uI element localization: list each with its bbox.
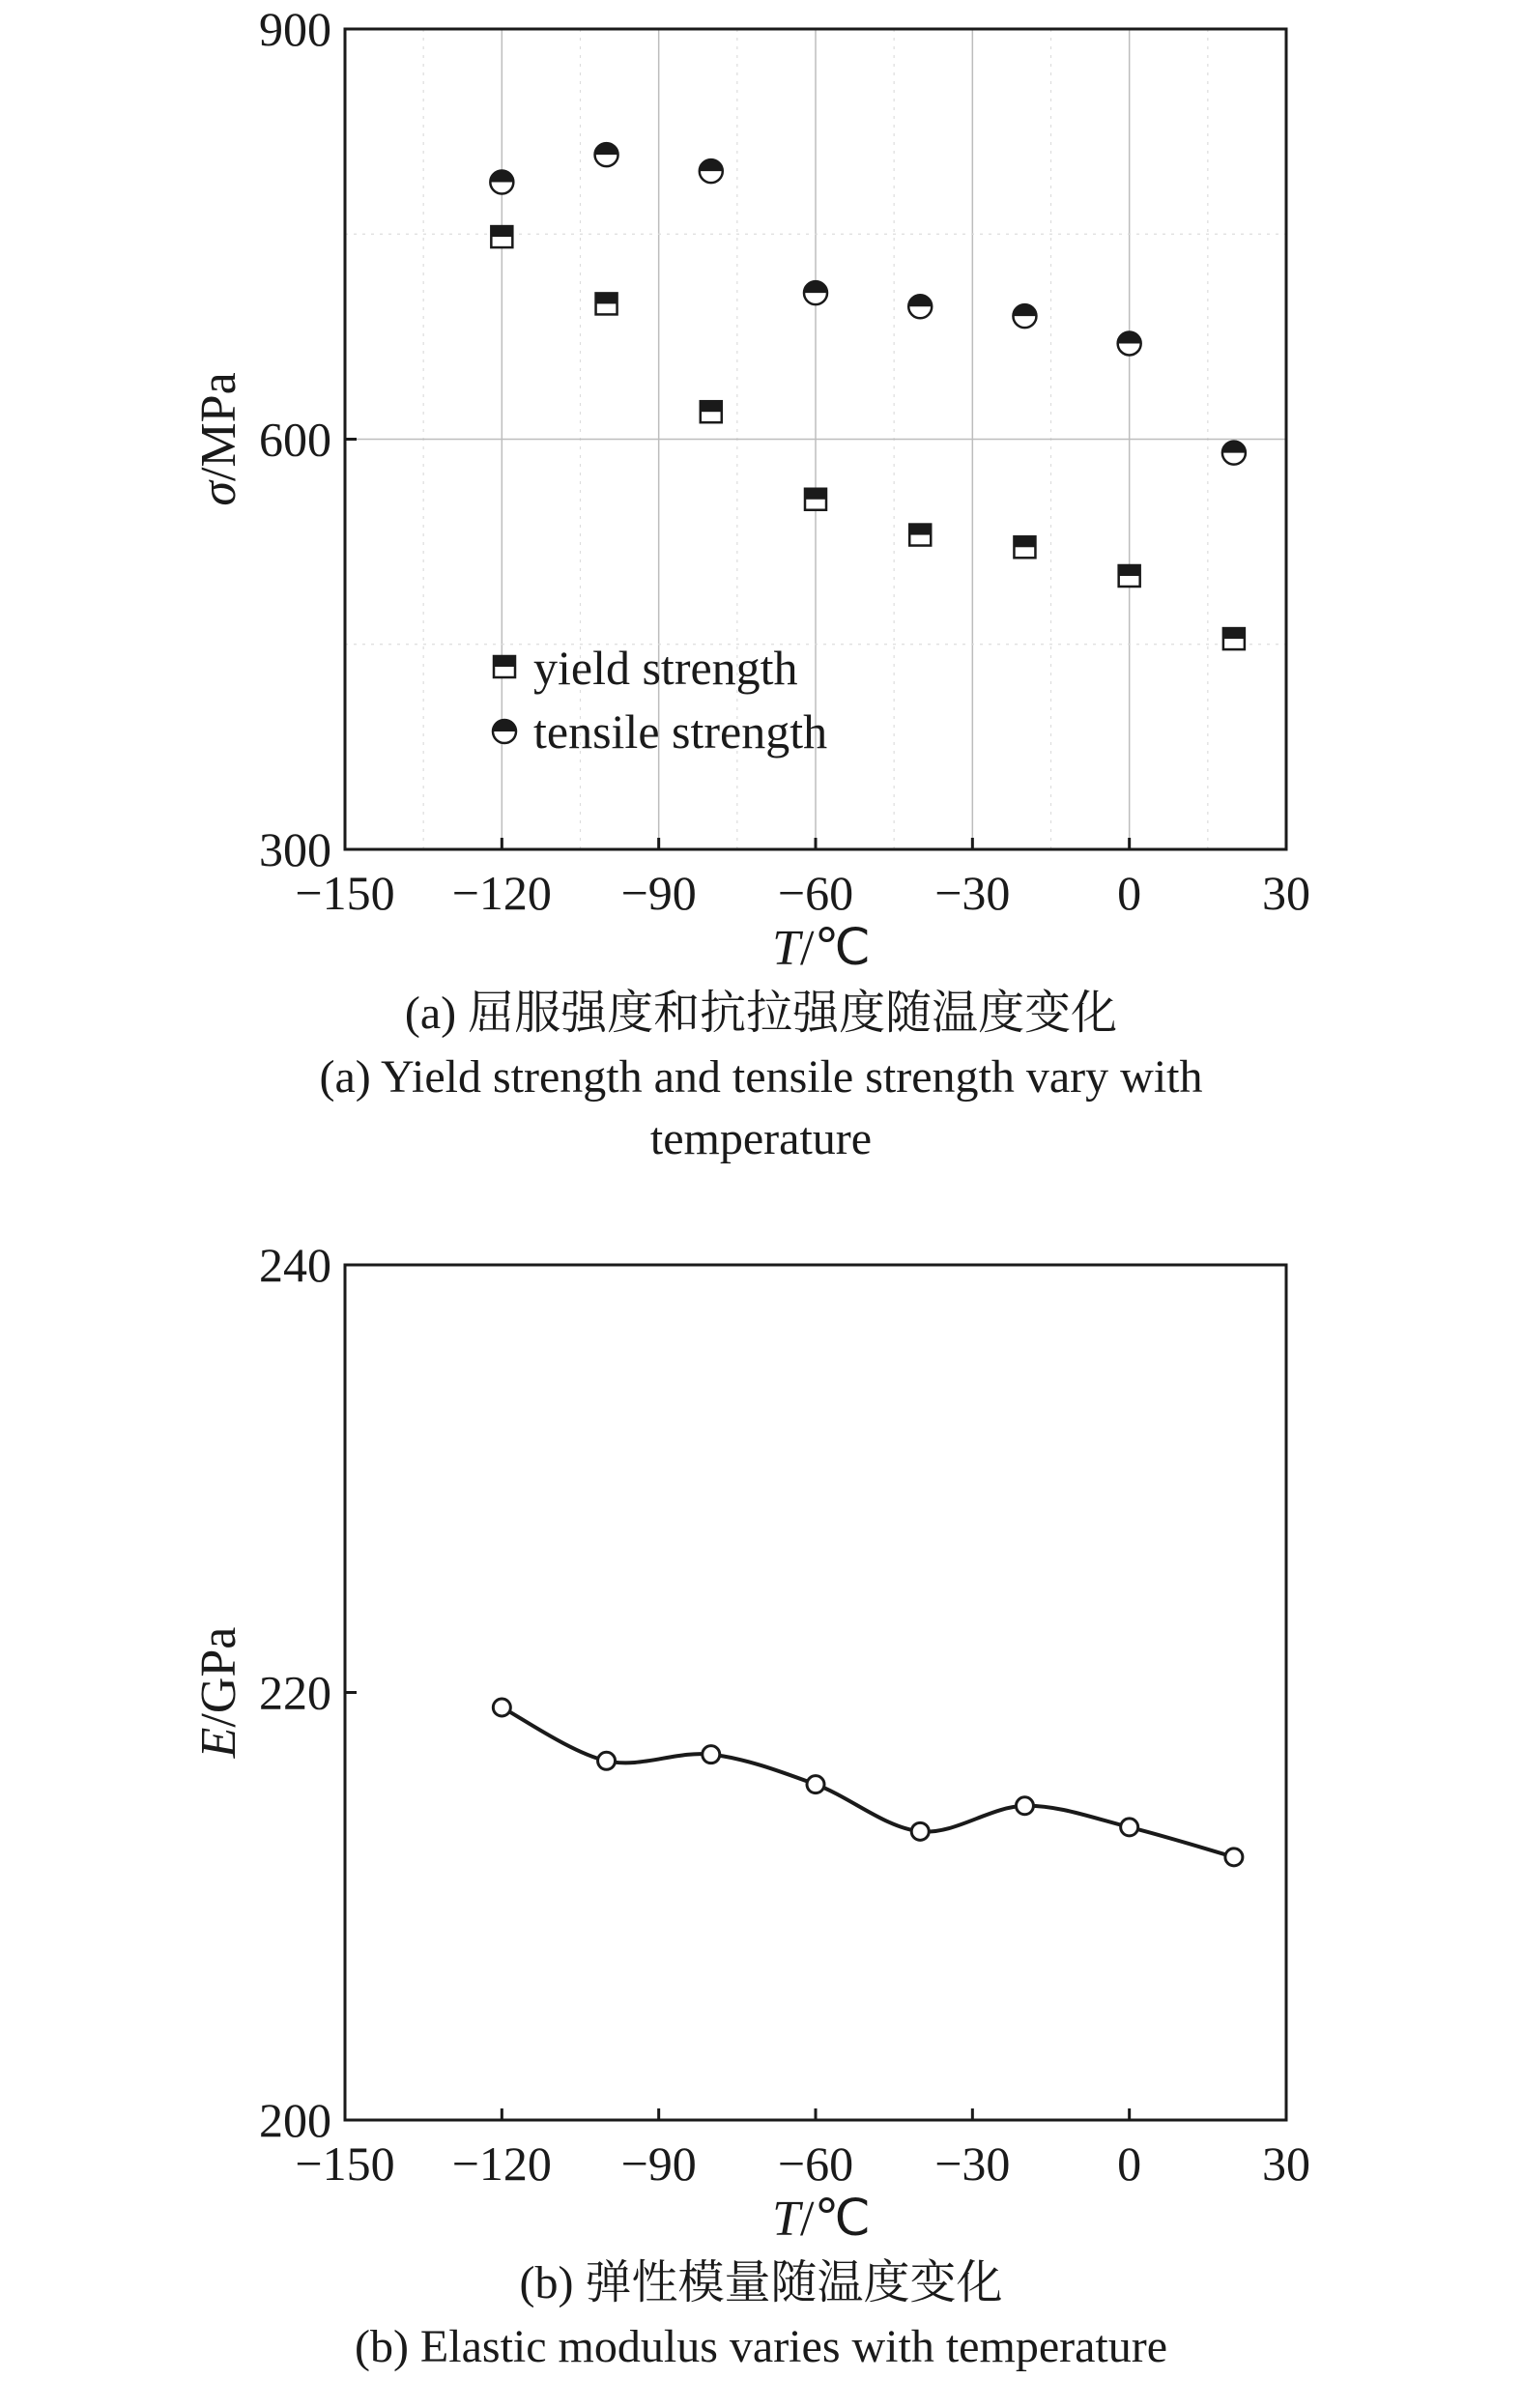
chart-b-x-tick-label: 30 bbox=[1262, 2136, 1310, 2191]
yield-strength-point bbox=[596, 293, 617, 314]
chart-a-caption-en-line2: temperature bbox=[649, 1113, 873, 1164]
chart-a-y-axis-label bbox=[191, 372, 246, 505]
chart-b-x-tick-label: −150 bbox=[295, 2136, 395, 2191]
chart-a-y-axis-unit: /MPa bbox=[191, 372, 246, 482]
legend-tensile-strength-marker bbox=[493, 720, 516, 743]
elastic-modulus-point bbox=[911, 1822, 929, 1840]
tensile-strength-point bbox=[595, 143, 618, 166]
chart-b-y-axis-variable: E bbox=[191, 1727, 246, 1759]
chart-b-plot-frame bbox=[345, 1265, 1286, 2120]
yield-strength-point bbox=[1014, 536, 1035, 558]
chart-a-x-tick-label: 30 bbox=[1262, 866, 1310, 920]
chart-b-points bbox=[493, 1699, 1243, 1866]
chart-b-x-tick-label: −60 bbox=[777, 2136, 854, 2191]
elastic-modulus-point bbox=[1121, 1819, 1138, 1836]
chart-b-x-tick-label: −120 bbox=[451, 2136, 552, 2191]
chart-b-y-tick-label: 240 bbox=[259, 1238, 331, 1292]
chart-a-x-tick-label: −120 bbox=[451, 866, 552, 920]
yield-strength-point bbox=[805, 489, 826, 510]
chart-a-x-tick-label: −150 bbox=[295, 866, 395, 920]
chart-a-caption-zh: (a) 屈服强度和抗拉强度随温度变化 bbox=[404, 988, 1118, 1039]
chart-a-x-tick-label: −90 bbox=[620, 866, 697, 920]
chart-a-points bbox=[490, 143, 1246, 649]
tensile-strength-point bbox=[908, 295, 932, 318]
chart-a-x-axis-variable: T bbox=[772, 921, 801, 976]
chart-a-x-axis-label bbox=[772, 921, 871, 976]
yield-strength-point bbox=[1119, 565, 1140, 587]
chart-a-y-tick-label: 900 bbox=[259, 2, 331, 56]
tensile-strength-point bbox=[490, 170, 513, 193]
elastic-modulus-point bbox=[493, 1699, 510, 1716]
chart-b-y-axis-label bbox=[191, 1627, 246, 1760]
chart-b-smooth-curve bbox=[502, 1707, 1234, 1857]
elastic-modulus-point bbox=[598, 1752, 616, 1769]
chart-a-y-tick-label: 300 bbox=[259, 822, 331, 876]
chart-a-caption-en-line1: (a) Yield strength and tensile strength vary with bbox=[319, 1051, 1203, 1103]
legend-circle-icon bbox=[493, 720, 516, 743]
legend-yield-strength-marker bbox=[494, 656, 515, 677]
chart-a-ticks bbox=[259, 2, 1310, 920]
chart-b-x-tick-label: 0 bbox=[1117, 2136, 1142, 2191]
tensile-strength-point bbox=[700, 159, 723, 183]
yield-strength-point bbox=[909, 525, 931, 546]
chart-b-x-axis-variable: T bbox=[772, 2192, 801, 2247]
chart-a-x-axis-unit: /℃ bbox=[800, 921, 871, 976]
tensile-strength-point bbox=[1222, 442, 1246, 465]
chart-b-y-tick-label: 220 bbox=[259, 1665, 331, 1720]
tensile-strength-point bbox=[1118, 331, 1141, 355]
chart-a-y-tick-label: 600 bbox=[259, 412, 331, 467]
elastic-modulus-point bbox=[703, 1746, 720, 1763]
elastic-modulus-point bbox=[1225, 1849, 1243, 1866]
chart-b-x-tick-label: −30 bbox=[934, 2136, 1011, 2191]
legend-square-icon bbox=[494, 656, 515, 677]
yield-strength-point bbox=[701, 401, 722, 422]
chart-b-ticks bbox=[259, 1238, 1310, 2191]
chart-a-legend bbox=[493, 641, 827, 759]
chart-b-x-axis-unit: /℃ bbox=[800, 2192, 871, 2247]
elastic-modulus-point bbox=[1016, 1797, 1033, 1815]
yield-strength-point bbox=[491, 226, 512, 247]
chart-b-x-tick-label: −90 bbox=[620, 2136, 697, 2191]
chart-b-y-tick-label: 200 bbox=[259, 2093, 331, 2147]
chart-a-x-tick-label: −30 bbox=[934, 866, 1011, 920]
elastic-modulus-point bbox=[807, 1776, 824, 1793]
chart-b-caption-en: (b) Elastic modulus varies with temperature bbox=[354, 2321, 1168, 2372]
legend-tensile-strength-label: tensile strength bbox=[533, 704, 828, 759]
tensile-strength-point bbox=[1013, 304, 1036, 328]
chart-a-x-tick-label: −60 bbox=[777, 866, 854, 920]
chart-a-y-axis-variable: σ bbox=[191, 481, 246, 506]
chart-a-x-tick-label: 0 bbox=[1117, 866, 1142, 920]
chart-b-x-axis-label bbox=[772, 2192, 871, 2247]
chart-b-y-axis-unit: /GPa bbox=[191, 1626, 246, 1728]
chart-b-caption-zh: (b) 弹性模量随温度变化 bbox=[519, 2257, 1003, 2308]
legend-yield-strength-label: yield strength bbox=[533, 641, 798, 695]
tensile-strength-point bbox=[804, 281, 827, 304]
yield-strength-point bbox=[1223, 628, 1245, 649]
